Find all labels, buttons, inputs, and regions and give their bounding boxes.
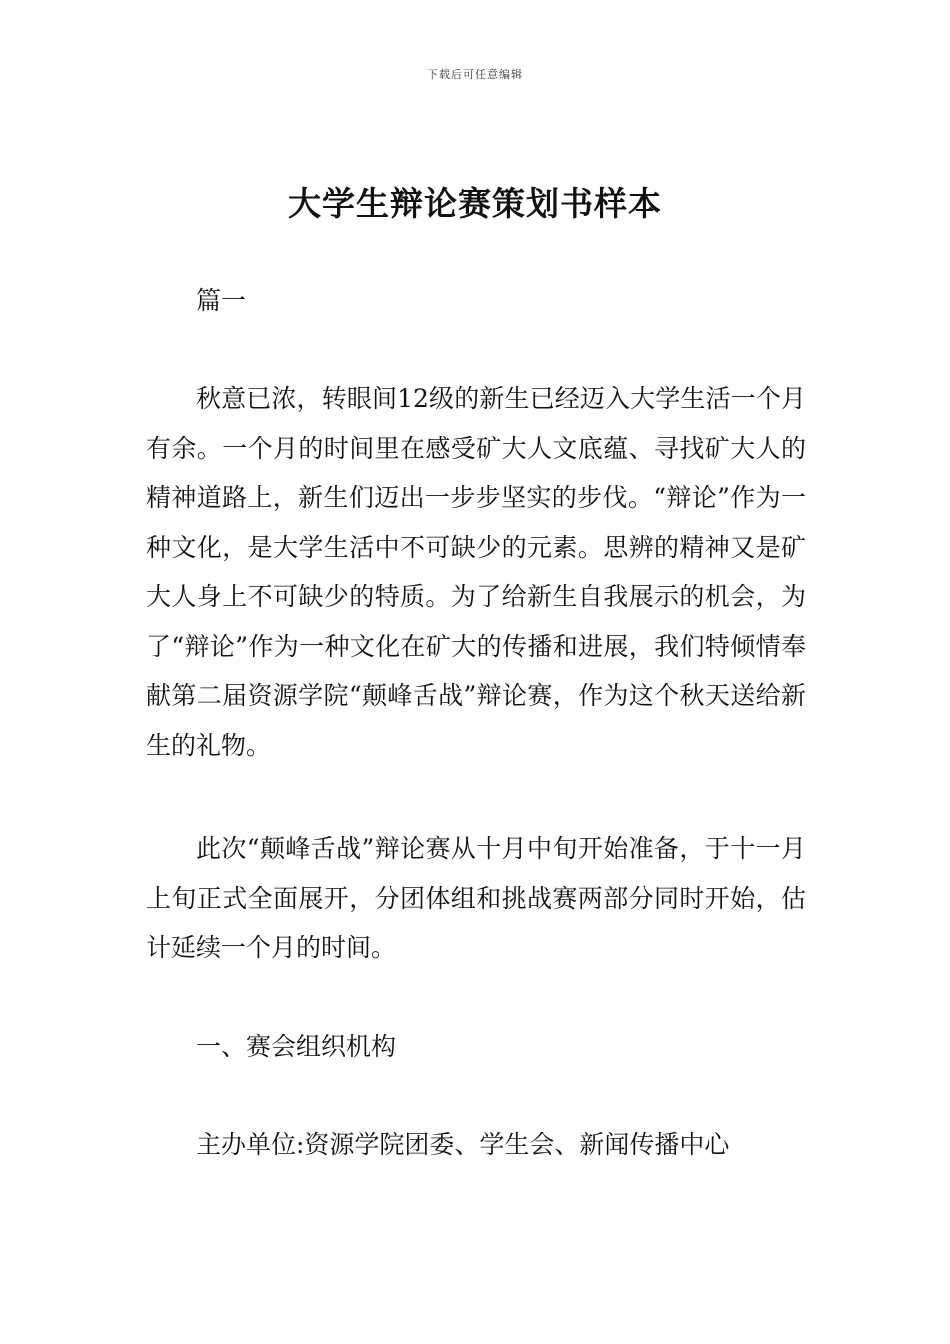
header-note: 下载后可任意编辑 bbox=[427, 68, 523, 81]
paragraph-intro: 秋意已浓，转眼间12级的新生已经迈入大学生活一个月有余。一个月的时间里在感受矿大人文底蕴、寻找矿大人的精神道路上，新生们迈出一步步坚实的步伐。“辩论”作为一种文化，是大学生活中不可缺少的元素。思辨的精神又是矿大人身上不可缺少的特质。为了给新生自我展示的机会，为了“辩论”作为一种文化在矿大的传播和进展，我们特倾情奉献第二届资源学院“颠峰舌战”辩论赛，作为这个秋天送给新生的礼物。 bbox=[146, 384, 806, 760]
section-heading-organization: 一、赛会组织机构 bbox=[196, 1032, 397, 1061]
section-label: 篇一 bbox=[196, 286, 247, 315]
organizer-line: 主办单位:资源学院团委、学生会、新闻传播中心 bbox=[196, 1130, 730, 1159]
paragraph-schedule: 此次“颠峰舌战”辩论赛从十月中旬开始准备，于十一月上旬正式全面展开，分团体组和挑战赛两部分同时开始，估计延续一个月的时间。 bbox=[146, 834, 806, 962]
document-title: 大学生辩论赛策划书样本 bbox=[288, 184, 662, 223]
